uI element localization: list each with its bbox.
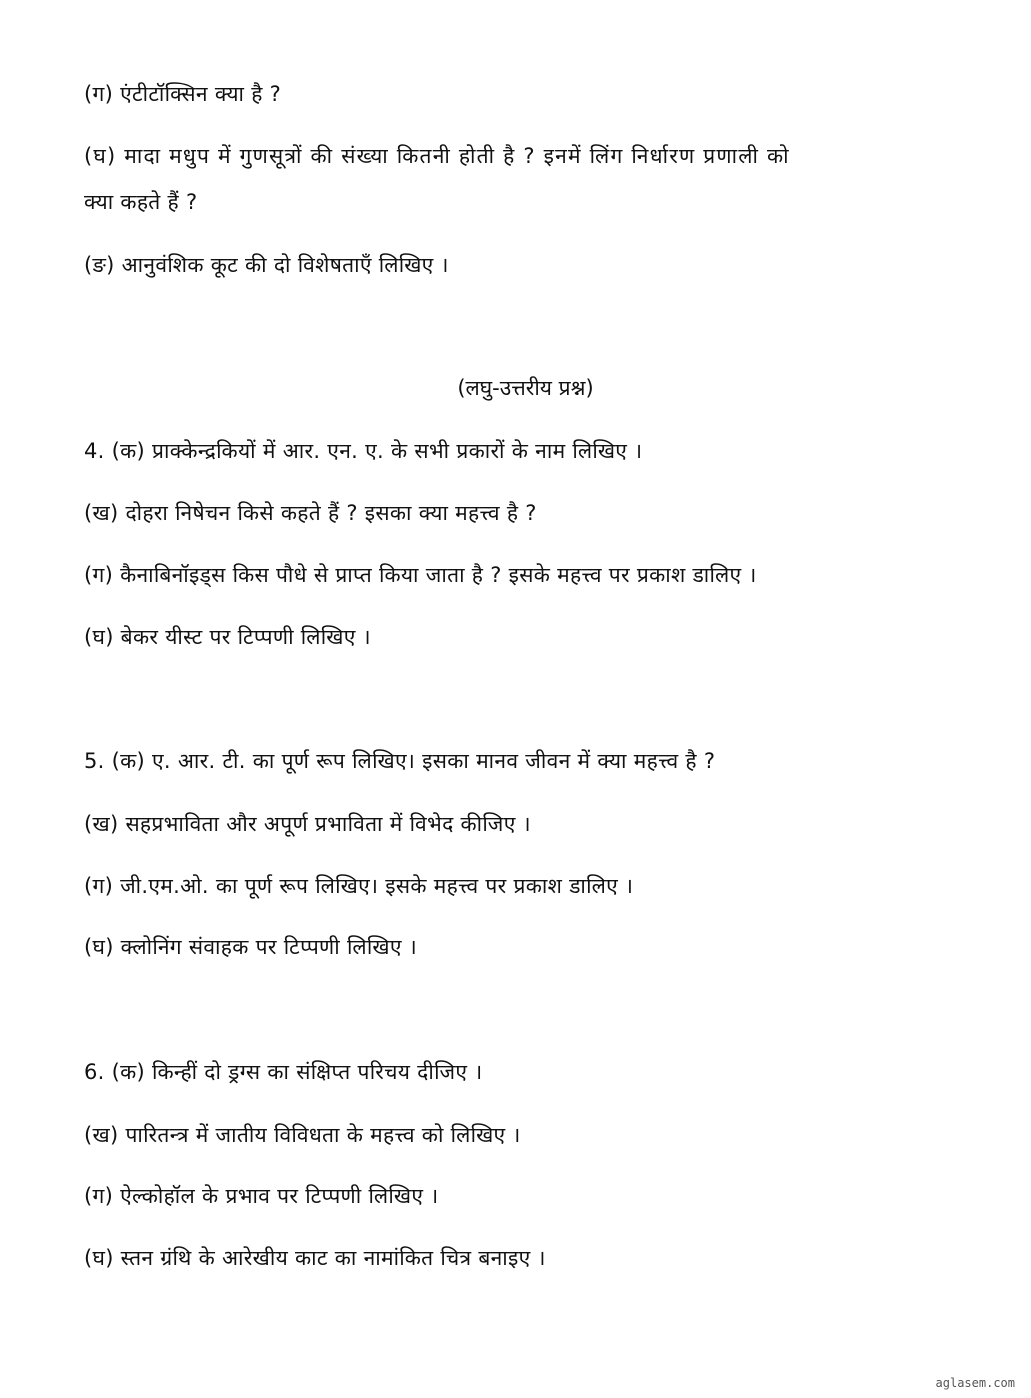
section-heading: (लघु-उत्तरीय प्रश्न) <box>457 376 594 400</box>
question-4-ka: 4. (क) प्राक्केन्द्रकियों में आर. एन. ए. के सभी प्रकारों के नाम लिखिए । <box>84 439 643 463</box>
question-4-gha: (घ) बेकर यीस्ट पर टिप्पणी लिखिए । <box>84 625 371 649</box>
question-6-gha: (घ) स्तन ग्रंथि के आरेखीय काट का नामांकित चित्र बनाइए । <box>84 1246 546 1270</box>
watermark: aglasem.com <box>935 1376 1015 1390</box>
question-5-ga: (ग) जी.एम.ओ. का पूर्ण रूप लिखिए। इसके महत्त्व पर प्रकाश डालिए । <box>84 874 634 898</box>
question-5-ka: 5. (क) ए. आर. टी. का पूर्ण रूप लिखिए। इसका मानव जीवन में क्या महत्त्व है ? <box>84 749 716 773</box>
question-6-ga: (ग) ऐल्कोहॉल के प्रभाव पर टिप्पणी लिखिए । <box>84 1184 439 1208</box>
question-6-kha: (ख) पारितन्त्र में जातीय विविधता के महत्त्व को लिखिए । <box>84 1123 521 1147</box>
question-5-gha: (घ) क्लोनिंग संवाहक पर टिप्पणी लिखिए । <box>84 935 418 959</box>
question-4-kha: (ख) दोहरा निषेचन किसे कहते हैं ? इसका क्या महत्त्व है ? <box>84 501 537 525</box>
question-3-gha-line-2: क्या कहते हैं ? <box>84 190 198 214</box>
question-3-ga: (ग) एंटीटॉक्सिन क्या है ? <box>84 82 282 106</box>
question-3-gha-line-1: (घ) मादा मधुप में गुणसूत्रों की संख्या कितनी होती है ? इनमें लिंग निर्धारण प्रणाली को <box>84 144 790 168</box>
question-3-nga: (ङ) आनुवंशिक कूट की दो विशेषताएँ लिखिए । <box>84 253 449 277</box>
question-5-kha: (ख) सहप्रभाविता और अपूर्ण प्रभाविता में विभेद कीजिए । <box>84 812 531 836</box>
question-4-ga: (ग) कैनाबिनॉइड्स किस पौधे से प्राप्त किया जाता है ? इसके महत्त्व पर प्रकाश डालिए । <box>84 563 757 587</box>
question-6-ka: 6. (क) किन्हीं दो ड्रग्स का संक्षिप्त परिचय दीजिए । <box>84 1060 483 1084</box>
